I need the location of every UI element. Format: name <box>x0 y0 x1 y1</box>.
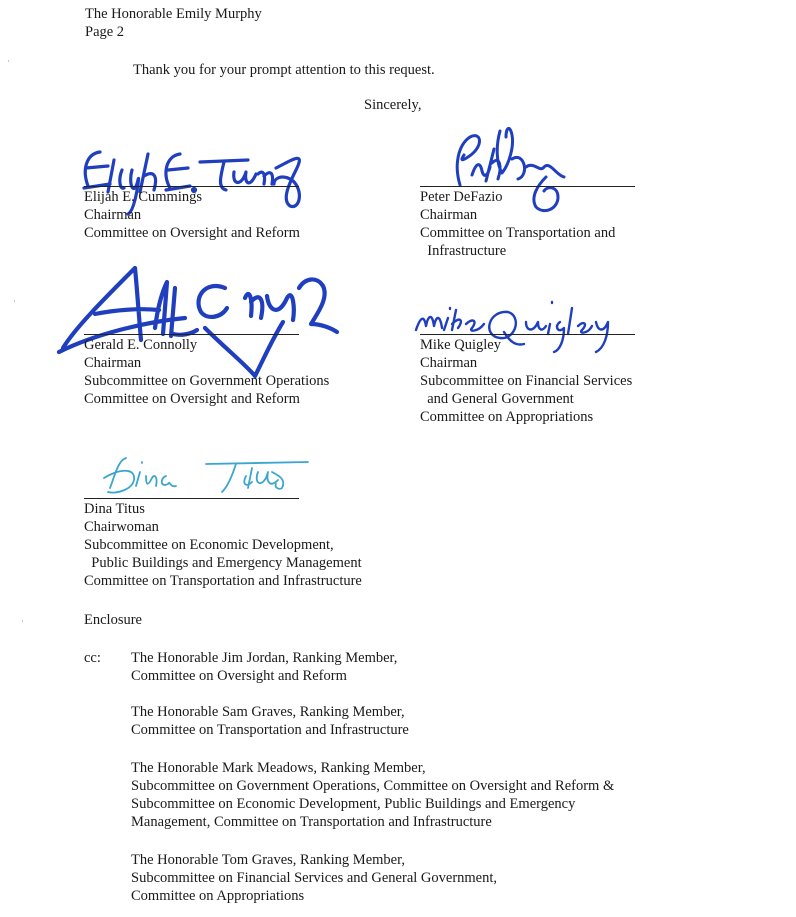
signatory-titus <box>84 500 362 590</box>
signatory-name: Elijah E. Cummings <box>84 189 203 205</box>
cc-committee: Subcommittee on Economic Development, Public Buildings and Emergency <box>131 796 576 812</box>
signatory-name: Peter DeFazio <box>420 189 503 205</box>
cc-label: cc: <box>84 650 101 666</box>
signature-line-cummings <box>84 186 299 187</box>
signatory-name: Mike Quigley <box>420 337 501 353</box>
signatory-title: Chairwoman <box>84 519 159 535</box>
signatory-cummings <box>84 188 300 242</box>
cc-committee: Committee on Appropriations <box>131 888 305 904</box>
signatory-name: Gerald E. Connolly <box>84 337 198 353</box>
cc-committee: Subcommittee on Financial Services and General Government, <box>131 870 498 886</box>
cc-committee: Subcommittee on Government Operations, Committee on Oversight and Reform & <box>131 778 615 794</box>
signature-line-defazio <box>420 186 635 187</box>
enclosure-note: Enclosure <box>84 612 142 628</box>
cc-committee: Committee on Transportation and Infrastructure <box>131 722 409 738</box>
signatory-committee: Committee on Transportation and Infrastructure <box>84 573 362 589</box>
page-number: Page 2 <box>85 24 125 40</box>
signatory-committee: Committee on Transportation and <box>420 225 616 241</box>
signatory-subcommittee: Subcommittee on Financial Services <box>420 373 633 389</box>
cc-recipient: The Honorable Sam Graves, Ranking Member, <box>131 704 405 720</box>
scan-artifact <box>8 60 9 62</box>
signature-line-titus <box>84 498 299 499</box>
scan-artifact <box>14 300 15 302</box>
recipient-line: The Honorable Emily Murphy <box>85 6 262 22</box>
signatory-subcommittee: Subcommittee on Government Operations <box>84 373 330 389</box>
signature-line-quigley <box>420 334 635 335</box>
signatory-connolly <box>84 336 329 408</box>
signatory-quigley <box>420 336 632 426</box>
scan-artifact <box>22 620 23 622</box>
signatory-committee: Committee on Oversight and Reform <box>84 391 300 407</box>
signatory-committee: Committee on Appropriations <box>420 409 594 425</box>
signatory-title: Chairman <box>420 207 478 223</box>
cc-entry <box>131 759 614 831</box>
signatory-committee: Committee on Oversight and Reform <box>84 225 300 241</box>
cc-entry <box>131 649 397 685</box>
signatory-subcommittee-cont: and General Government <box>420 391 574 407</box>
signatory-committee-cont: Infrastructure <box>420 243 507 259</box>
cc-entry <box>131 851 497 905</box>
cc-committee: Management, Committee on Transportation and Infrastructure <box>131 814 492 830</box>
signature-titus <box>96 450 316 500</box>
cc-committee: Committee on Oversight and Reform <box>131 668 347 684</box>
signatory-subcommittee-cont: Public Buildings and Emergency Management <box>84 555 362 571</box>
signatory-subcommittee: Subcommittee on Economic Development, <box>84 537 334 553</box>
signatory-title: Chairman <box>84 355 142 371</box>
thanks-paragraph: Thank you for your prompt attention to this request. <box>133 62 435 78</box>
signature-line-connolly <box>84 334 299 335</box>
signatory-title: Chairman <box>420 355 478 371</box>
signatory-title: Chairman <box>84 207 142 223</box>
cc-entry <box>131 703 409 739</box>
closing-line: Sincerely, <box>364 97 422 113</box>
signatory-defazio <box>420 188 615 260</box>
cc-recipient: The Honorable Tom Graves, Ranking Member, <box>131 852 405 868</box>
cc-recipient: The Honorable Mark Meadows, Ranking Member, <box>131 760 426 776</box>
cc-recipient: The Honorable Jim Jordan, Ranking Member, <box>131 650 398 666</box>
signatory-name: Dina Titus <box>84 501 145 517</box>
